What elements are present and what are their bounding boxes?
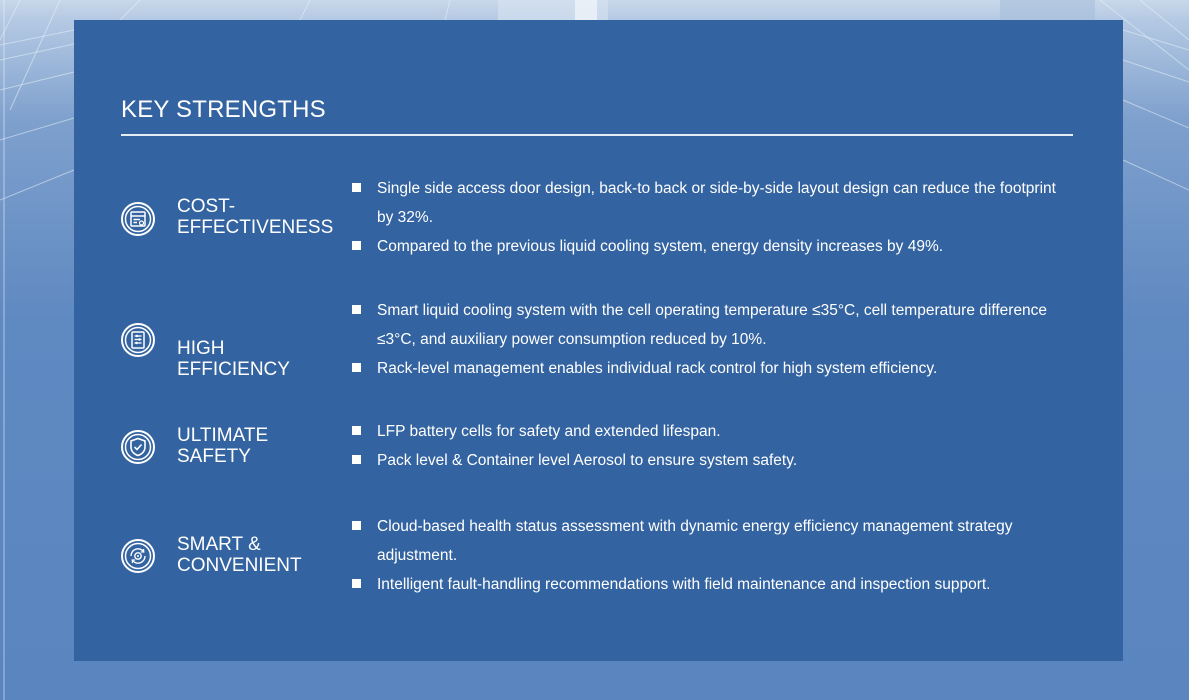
bullet-list	[352, 296, 1067, 383]
bullet-square-icon	[352, 426, 361, 435]
list-item	[352, 417, 1067, 446]
bullet-text: LFP battery cells for safety and extended lifespan.	[377, 423, 721, 440]
bullet-text: Intelligent fault-handling recommendations with field maintenance and inspection support.	[377, 576, 991, 593]
page-title: KEY STRENGTHS	[121, 96, 326, 123]
bullet-square-icon	[352, 183, 361, 192]
bullet-text: Single side access door design, back-to back or side-by-side layout design can reduce the footprint by 32%.	[377, 180, 1056, 226]
list-item	[352, 446, 1067, 475]
section-title-line: HIGH	[177, 338, 225, 359]
section-title-line: ULTIMATE	[177, 425, 269, 446]
section-title-line: EFFICIENCY	[177, 359, 290, 380]
shield-icon	[120, 429, 156, 465]
cost-icon	[120, 201, 156, 237]
section-title-line: EFFECTIVENESS	[177, 217, 334, 238]
efficiency-icon	[120, 322, 156, 358]
bullet-square-icon	[352, 241, 361, 250]
bullet-square-icon	[352, 455, 361, 464]
list-item	[352, 174, 1067, 232]
bullet-text: Cloud-based health status assessment with dynamic energy efficiency management strategy adjustment.	[377, 518, 1013, 564]
list-item	[352, 354, 1067, 383]
key-strengths-card	[74, 20, 1123, 661]
heading-divider	[121, 134, 1073, 136]
settings-cycle-icon	[120, 538, 156, 574]
section-title	[177, 534, 302, 576]
bullet-square-icon	[352, 579, 361, 588]
section-title	[177, 425, 268, 467]
bullet-text: Rack-level management enables individual rack control for high system efficiency.	[377, 360, 938, 377]
bullet-list	[352, 174, 1067, 261]
list-item	[352, 296, 1067, 354]
bullet-text: Smart liquid cooling system with the cell operating temperature ≤35°C, cell temperature difference ≤3°C, and auxiliary power consumption reduced by 10%.	[377, 302, 1048, 348]
bullet-list	[352, 512, 1067, 599]
bullet-square-icon	[352, 305, 361, 314]
section-title-line: SAFETY	[177, 446, 251, 467]
bullet-square-icon	[352, 521, 361, 530]
section-title-line: COST-	[177, 196, 236, 217]
bullet-list	[352, 417, 1067, 475]
section-title-line: CONVENIENT	[177, 555, 302, 576]
list-item	[352, 512, 1067, 570]
section-title	[177, 338, 290, 380]
bullet-text: Compared to the previous liquid cooling system, energy density increases by 49%.	[377, 238, 944, 255]
section-title	[177, 196, 333, 238]
section-title-line: SMART &	[177, 534, 261, 555]
bullet-text: Pack level & Container level Aerosol to ensure system safety.	[377, 452, 798, 469]
list-item	[352, 232, 1067, 261]
list-item	[352, 570, 1067, 599]
bullet-square-icon	[352, 363, 361, 372]
